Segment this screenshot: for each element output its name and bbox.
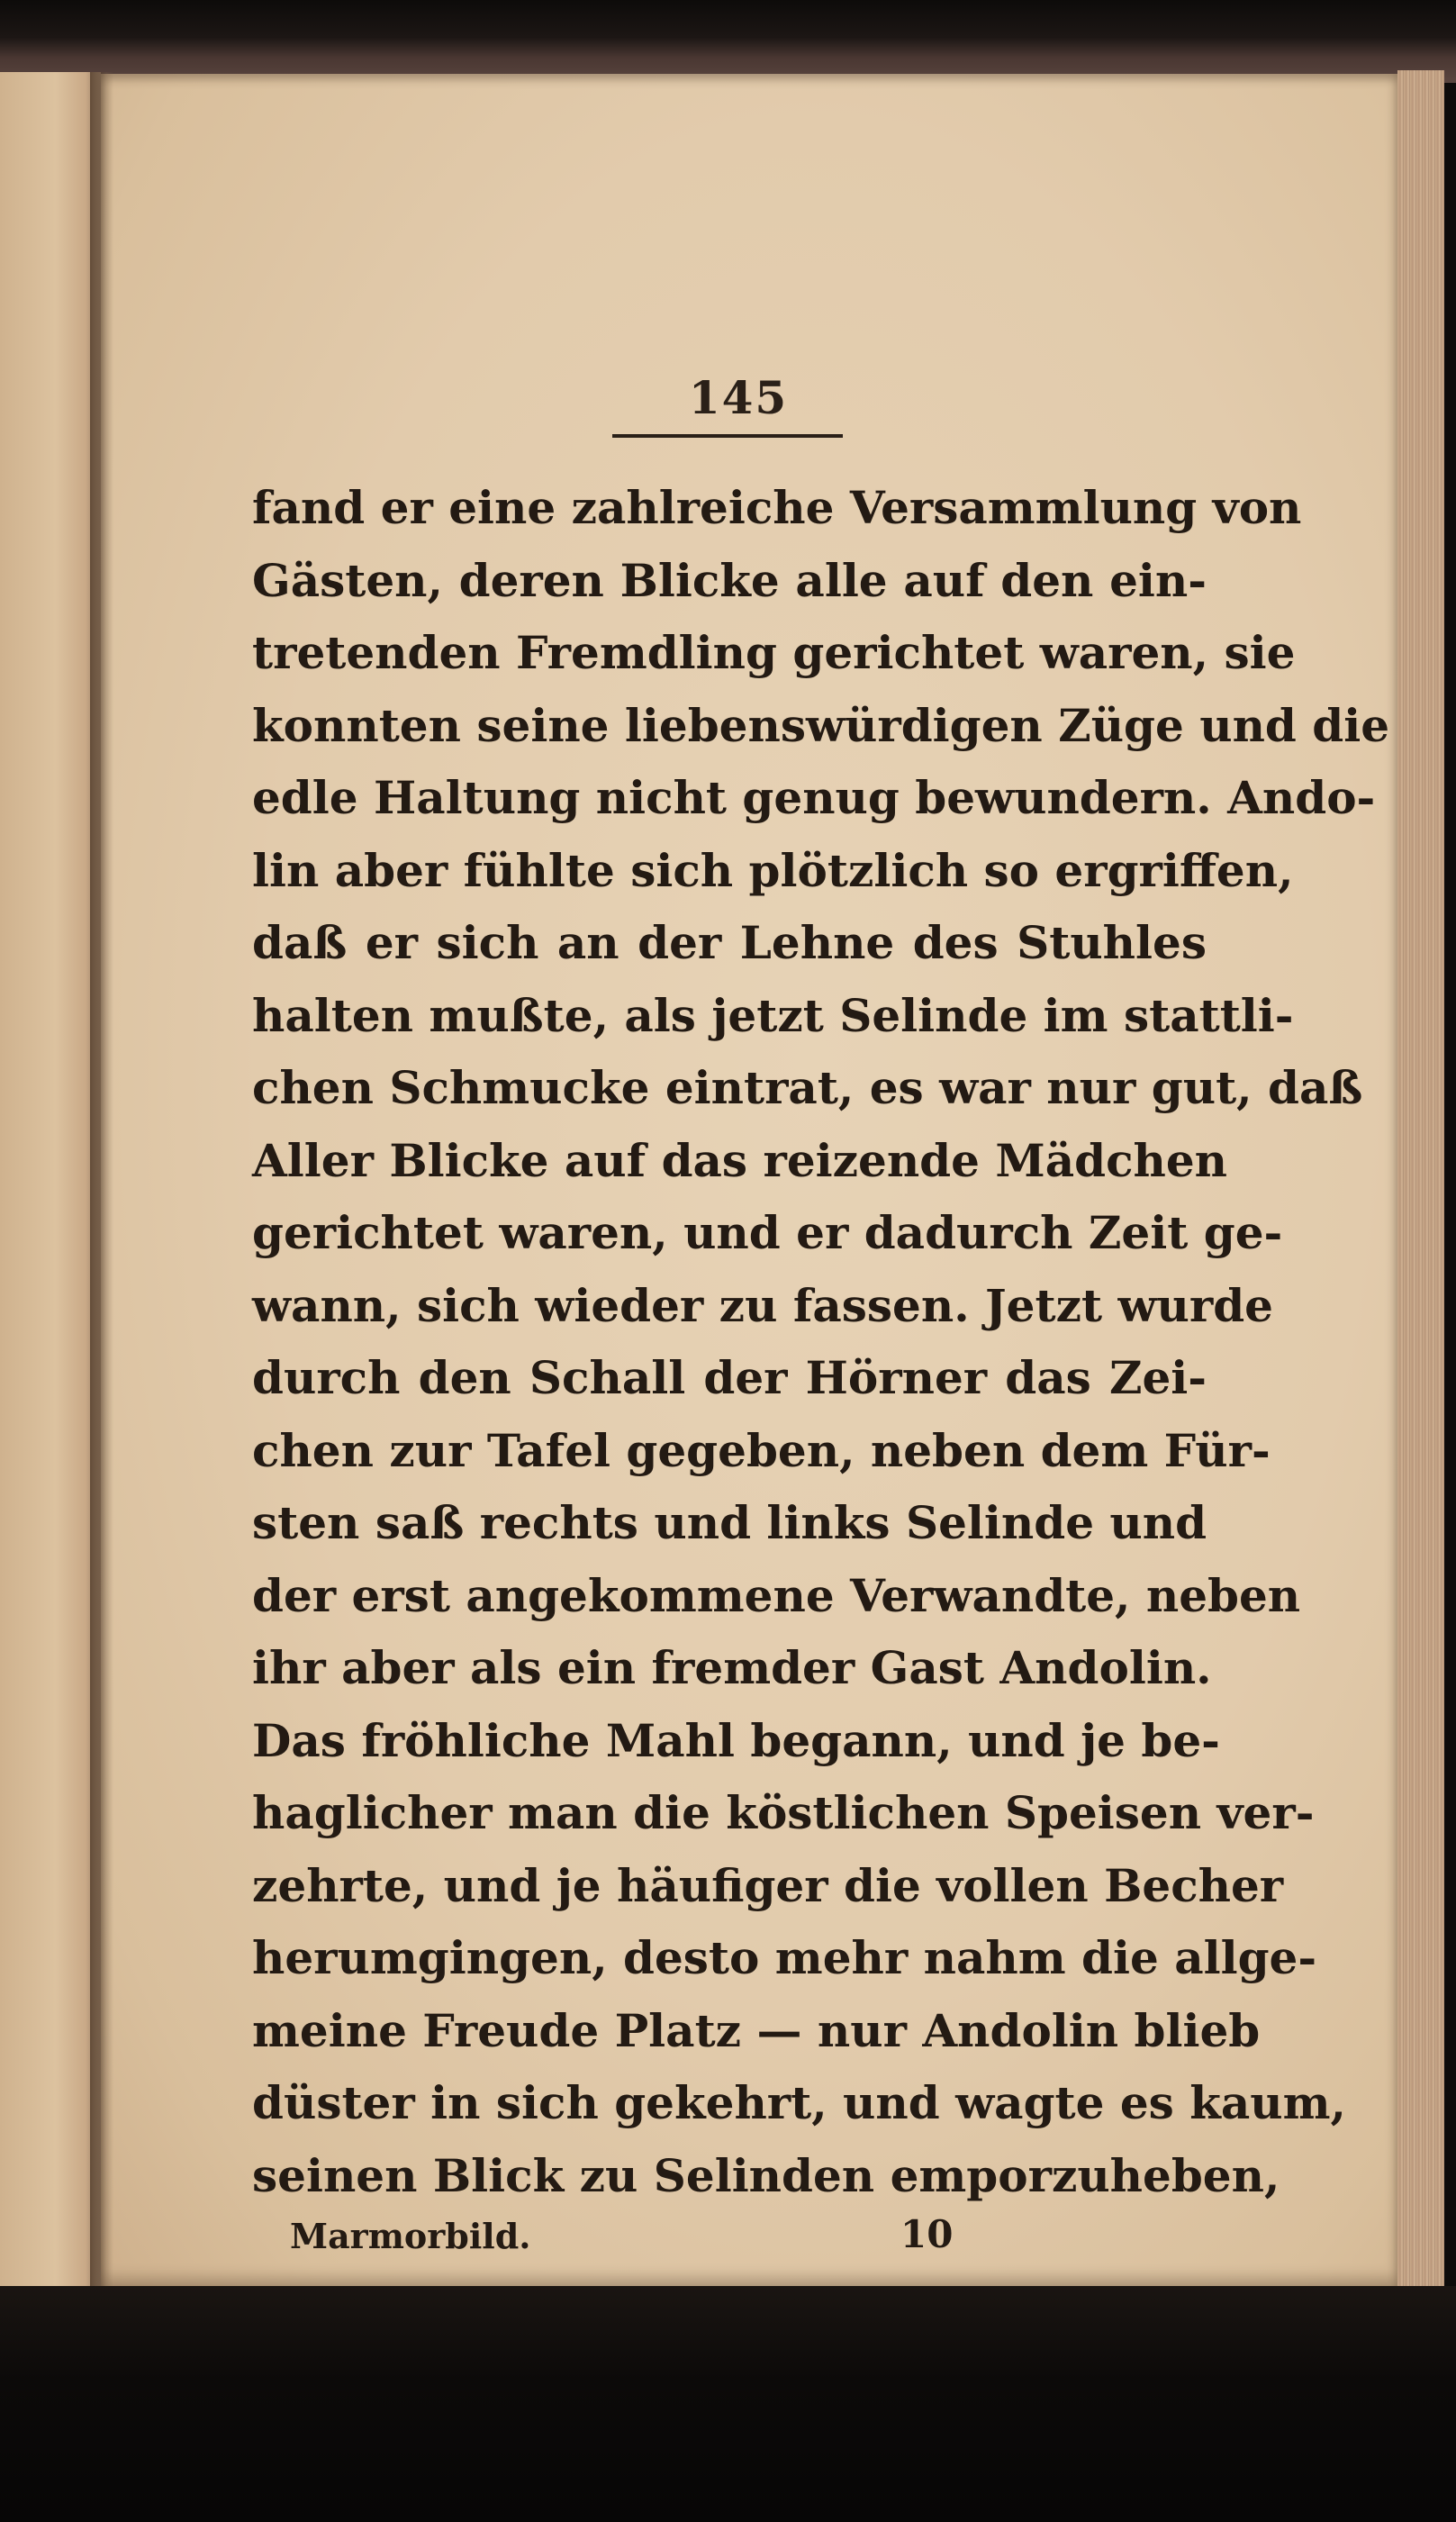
page-number: 145 — [688, 371, 789, 424]
text-line: Gästen, deren Blicke alle auf den ein- — [252, 553, 1207, 607]
text-line: tretenden Fremdling gerichtet waren, sie — [252, 626, 1296, 679]
text-line: wann, sich wieder zu fassen. Jetzt wurde — [252, 1278, 1273, 1332]
page-edges — [1397, 70, 1444, 2290]
text-line: Das fröhliche Mahl begann, und je be- — [252, 1713, 1220, 1767]
text-line: haglicher man die köstlichen Speisen ver- — [252, 1786, 1315, 1839]
text-line: ihr aber als ein fremder Gast Andolin. — [252, 1641, 1212, 1694]
text-line: daß er sich an der Lehne des Stuhles — [252, 916, 1207, 969]
signature-number: 10 — [900, 2212, 954, 2256]
text-line: meine Freude Platz — nur Andolin blieb — [252, 2003, 1261, 2057]
text-line: halten mußte, als jetzt Selinde im stattli- — [252, 988, 1294, 1042]
text-line: gerichtet waren, und er dadurch Zeit ge- — [252, 1206, 1283, 1259]
bottom-background — [0, 2286, 1456, 2522]
text-line: edle Haltung nicht genug bewundern. Ando- — [252, 771, 1376, 824]
text-line: chen zur Tafel gegeben, neben dem Für- — [252, 1423, 1271, 1477]
text-line: düster in sich gekehrt, und wagte es kaum, — [252, 2076, 1346, 2129]
text-line: konnten seine liebenswürdigen Züge und die — [252, 698, 1390, 752]
signature-title: Marmorbild. — [290, 2216, 531, 2256]
gutter-shadow — [90, 72, 113, 2288]
text-line: lin aber fühlte sich plötzlich so ergriffen, — [252, 843, 1294, 897]
text-line: seinen Blick zu Selinden emporzuheben, — [252, 2148, 1280, 2202]
text-line: durch den Schall der Hörner das Zei- — [252, 1351, 1207, 1404]
text-line: chen Schmucke eintrat, es war nur gut, daß — [252, 1061, 1363, 1114]
book-cover-top — [0, 0, 1456, 83]
text-line: sten saß rechts und links Selinde und — [252, 1496, 1207, 1549]
text-line: fand er eine zahlreiche Versammlung von — [252, 481, 1302, 534]
left-page-edge — [0, 72, 101, 2288]
header-rule — [612, 434, 843, 438]
text-line: herumgingen, desto mehr nahm die allge- — [252, 1931, 1317, 1984]
text-line: zehrte, und je häufiger die vollen Becher — [252, 1858, 1284, 1912]
text-line: Aller Blicke auf das reizende Mädchen — [252, 1133, 1228, 1187]
text-line: der erst angekommene Verwandte, neben — [252, 1568, 1301, 1622]
body-text — [252, 472, 1390, 2212]
